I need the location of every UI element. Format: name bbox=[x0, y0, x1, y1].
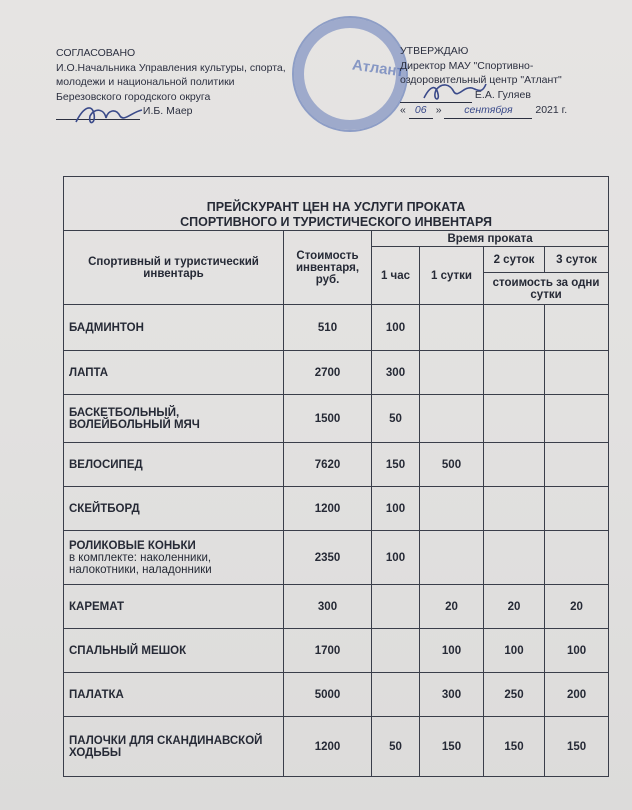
item-subtitle: в комплекте: наколенники, налокотники, наладонники bbox=[69, 551, 212, 576]
item-name-cell bbox=[64, 717, 284, 777]
price-3-days-cell bbox=[545, 305, 609, 351]
price-1-day-cell bbox=[420, 395, 484, 443]
item-name: БАСКЕТБОЛЬНЫЙ, ВОЛЕЙБОЛЬНЫЙ МЯЧ bbox=[69, 406, 200, 431]
price-1-day-cell: 100 bbox=[420, 629, 484, 673]
table-title-row bbox=[64, 177, 609, 231]
price-2-days-cell bbox=[484, 395, 545, 443]
item-name: СПАЛЬНЫЙ МЕШОК bbox=[69, 644, 187, 657]
item-name: ЛАПТА bbox=[69, 366, 109, 379]
price-1-day-cell: 150 bbox=[420, 717, 484, 777]
col-header-cost: Стоимость инвентаря, руб. bbox=[284, 231, 372, 305]
item-name-cell bbox=[64, 531, 284, 585]
item-cost-cell: 1200 bbox=[284, 487, 372, 531]
table-row bbox=[64, 305, 609, 351]
approval-right-line2: оздоровительный центр "Атлант" bbox=[400, 74, 562, 86]
date-month: сентября bbox=[444, 103, 532, 119]
price-3-days-cell bbox=[545, 351, 609, 395]
item-name-cell bbox=[64, 487, 284, 531]
stamp-label: Атлант bbox=[351, 56, 405, 81]
price-3-days-cell bbox=[545, 395, 609, 443]
item-name-cell bbox=[64, 351, 284, 395]
table-row bbox=[64, 585, 609, 629]
price-1-hour-cell bbox=[372, 629, 420, 673]
table-row bbox=[64, 629, 609, 673]
price-3-days-cell: 200 bbox=[545, 673, 609, 717]
price-2-days-cell: 100 bbox=[484, 629, 545, 673]
price-1-day-cell bbox=[420, 305, 484, 351]
date-day: 06 bbox=[409, 103, 433, 119]
price-3-days-cell bbox=[545, 487, 609, 531]
price-1-hour-cell bbox=[372, 673, 420, 717]
table-row bbox=[64, 443, 609, 487]
col-header-2-days: 2 суток bbox=[484, 247, 545, 273]
price-3-days-cell bbox=[545, 443, 609, 487]
item-name: РОЛИКОВЫЕ КОНЬКИ bbox=[69, 539, 196, 552]
table-row bbox=[64, 395, 609, 443]
table-row bbox=[64, 673, 609, 717]
item-name-cell bbox=[64, 443, 284, 487]
item-cost-cell: 1500 bbox=[284, 395, 372, 443]
price-1-hour-cell: 50 bbox=[372, 717, 420, 777]
handwritten-signature-left bbox=[70, 100, 150, 130]
item-name-cell bbox=[64, 673, 284, 717]
item-name: КАРЕМАТ bbox=[69, 600, 125, 613]
price-2-days-cell: 20 bbox=[484, 585, 545, 629]
approval-left-line3: Березовского городского округа bbox=[56, 90, 211, 103]
date-open-quote: « bbox=[400, 104, 406, 116]
table-row bbox=[64, 531, 609, 585]
item-cost-cell: 2350 bbox=[284, 531, 372, 585]
price-3-days-cell bbox=[545, 531, 609, 585]
price-1-hour-cell bbox=[372, 585, 420, 629]
item-cost-cell: 300 bbox=[284, 585, 372, 629]
item-name: СКЕЙТБОРД bbox=[69, 502, 140, 515]
price-2-days-cell bbox=[484, 305, 545, 351]
price-1-hour-cell: 100 bbox=[372, 305, 420, 351]
handwritten-signature-right bbox=[420, 78, 490, 106]
col-header-per-day-note: стоимость за одни сутки bbox=[484, 273, 609, 305]
item-name: ПАЛАТКА bbox=[69, 688, 124, 701]
price-list-table bbox=[63, 176, 609, 777]
col-header-3-days: 3 суток bbox=[545, 247, 609, 273]
item-cost-cell: 5000 bbox=[284, 673, 372, 717]
table-row bbox=[64, 717, 609, 777]
item-name-cell bbox=[64, 585, 284, 629]
price-2-days-cell bbox=[484, 443, 545, 487]
item-name-cell bbox=[64, 629, 284, 673]
col-header-inventory: Спортивный и туристический инвентарь bbox=[64, 231, 284, 305]
price-1-hour-cell: 100 bbox=[372, 487, 420, 531]
item-cost-cell: 2700 bbox=[284, 351, 372, 395]
approval-right-line1: Директор МАУ "Спортивно- bbox=[400, 59, 534, 72]
price-2-days-cell bbox=[484, 531, 545, 585]
price-1-day-cell bbox=[420, 487, 484, 531]
approval-left-line1: И.О.Начальника Управления культуры, спорта, bbox=[56, 61, 286, 74]
approval-left-line2: молодежи и национальной политики bbox=[56, 76, 235, 88]
price-1-day-cell: 500 bbox=[420, 443, 484, 487]
item-name: ПАЛОЧКИ ДЛЯ СКАНДИНАВСКОЙ ХОДЬБЫ bbox=[69, 734, 263, 759]
col-header-rental-time: Время проката bbox=[372, 231, 609, 247]
table-title bbox=[64, 177, 609, 231]
item-name: ВЕЛОСИПЕД bbox=[69, 458, 143, 471]
price-1-hour-cell: 50 bbox=[372, 395, 420, 443]
price-1-day-cell bbox=[420, 351, 484, 395]
price-1-hour-cell: 300 bbox=[372, 351, 420, 395]
date-close-quote: » bbox=[435, 104, 442, 116]
approval-right-heading: УТВЕРЖДАЮ bbox=[400, 45, 469, 57]
item-cost-cell: 1200 bbox=[284, 717, 372, 777]
col-header-1-hour: 1 час bbox=[372, 247, 420, 305]
price-2-days-cell bbox=[484, 487, 545, 531]
col-header-1-day: 1 сутки bbox=[420, 247, 484, 305]
table-header-row-1 bbox=[64, 231, 609, 247]
price-1-hour-cell: 150 bbox=[372, 443, 420, 487]
item-cost-cell: 1700 bbox=[284, 629, 372, 673]
table-title-line1: ПРЕЙСКУРАНТ ЦЕН НА УСЛУГИ ПРОКАТА bbox=[206, 200, 466, 214]
price-3-days-cell: 100 bbox=[545, 629, 609, 673]
price-3-days-cell: 150 bbox=[545, 717, 609, 777]
price-2-days-cell bbox=[484, 351, 545, 395]
table-row bbox=[64, 487, 609, 531]
price-1-hour-cell: 100 bbox=[372, 531, 420, 585]
price-1-day-cell: 20 bbox=[420, 585, 484, 629]
price-1-day-cell bbox=[420, 531, 484, 585]
price-3-days-cell: 20 bbox=[545, 585, 609, 629]
table-title-line2: СПОРТИВНОГО И ТУРИСТИЧЕСКОГО ИНВЕНТАРЯ bbox=[180, 215, 492, 229]
price-1-day-cell: 300 bbox=[420, 673, 484, 717]
price-2-days-cell: 250 bbox=[484, 673, 545, 717]
item-name: БАДМИНТОН bbox=[69, 321, 144, 334]
price-2-days-cell: 150 bbox=[484, 717, 545, 777]
approval-left-heading: СОГЛАСОВАНО bbox=[56, 47, 136, 59]
item-name-cell bbox=[64, 305, 284, 351]
item-cost-cell: 7620 bbox=[284, 443, 372, 487]
approval-left-signatory: И.Б. Маер bbox=[142, 105, 193, 117]
approval-right-signatory: Е.А. Гуляев bbox=[474, 88, 531, 101]
date-year: 2021 г. bbox=[535, 104, 568, 116]
item-cost-cell: 510 bbox=[284, 305, 372, 351]
item-name-cell bbox=[64, 395, 284, 443]
table-row bbox=[64, 351, 609, 395]
